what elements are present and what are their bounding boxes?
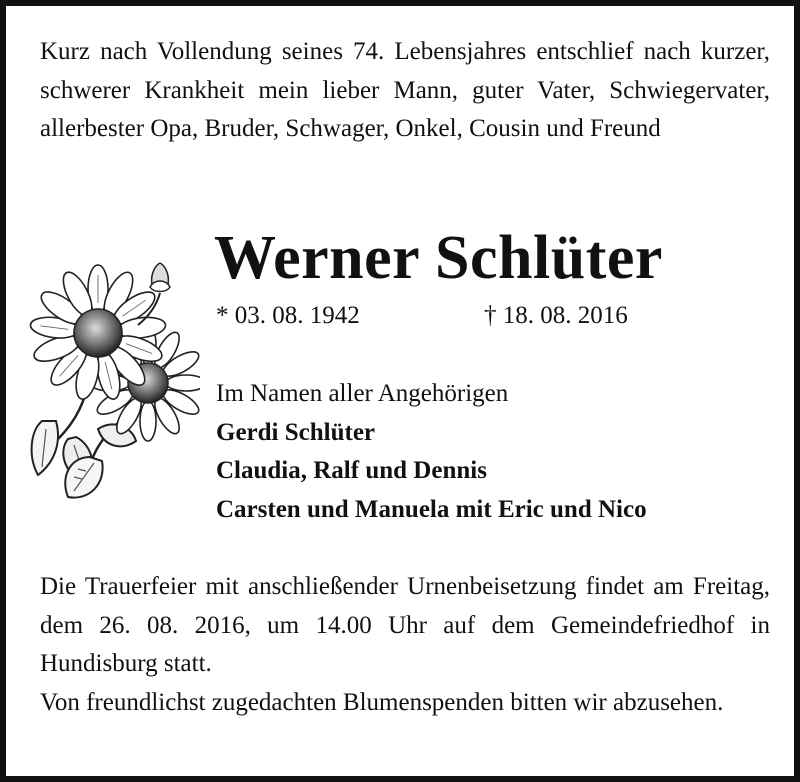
funeral-text: Die Trauerfeier mit anschließender Urnenbeisetzung findet am Freitag, dem 26. 08. 2016, um 14.00 Uhr auf dem Gemeindefriedhof in Hundisburg statt. [40, 573, 770, 677]
flowers-text: Von freundlichst zugedachten Blumenspenden bitten wir abzusehen. [40, 688, 724, 716]
family-member: Claudia, Ralf und Dennis [216, 457, 487, 484]
death-date: † 18. 08. 2016 [484, 302, 628, 329]
mourners-block [216, 375, 776, 529]
birth-date: * 03. 08. 1942 [216, 302, 360, 329]
deceased-name: Werner Schlüter [214, 224, 663, 292]
life-dates [216, 296, 676, 336]
sunflower-icon [28, 261, 200, 509]
intro-text: Kurz nach Vollendung seines 74. Lebensjahres entschlief nach kurzer, schwerer Krankheit mein lieber Mann, guter Vater, Schwiegervater, allerbester Opa, Bruder, Schwager, Onkel, Cousin und Freund [40, 38, 770, 142]
mourners-lead: Im Namen aller Angehörigen [216, 380, 509, 407]
family-member: Carsten und Manuela mit Eric und Nico [216, 495, 647, 523]
family-member: Gerdi Schlüter [216, 418, 376, 446]
closing-block [40, 568, 770, 722]
